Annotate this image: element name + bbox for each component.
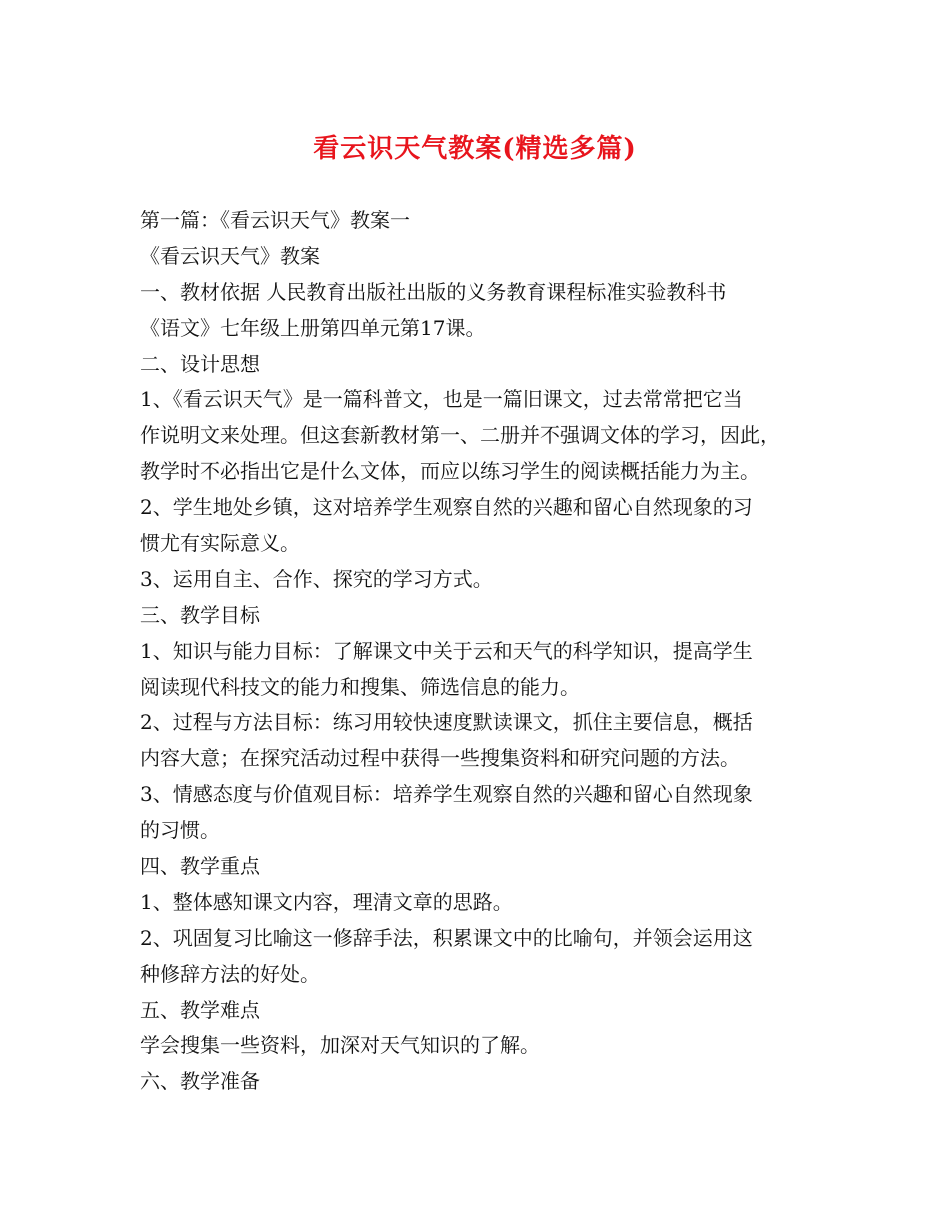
section-heading: 六、教学准备 [140, 1069, 260, 1094]
document-title: 看云识天气教案(精选多篇) [313, 134, 637, 164]
text-line: 3、情感态度与价值观目标：培养学生观察自然的兴趣和留心自然现象 [140, 782, 753, 807]
text-line: 的习惯。 [140, 818, 220, 843]
text-line: 种修辞方法的好处。 [140, 961, 320, 986]
text-line: 惯尤有实际意义。 [140, 531, 300, 556]
text-line: 《语文》七年级上册第四单元第17课。 [140, 315, 486, 340]
section-heading: 三、教学目标 [140, 602, 260, 627]
text-line: 3、运用自主、合作、探究的学习方式。 [140, 566, 493, 591]
text-line: 1、《看云识天气》是一篇科普文，也是一篇旧课文，过去常常把它当 [140, 387, 743, 412]
text-line: 2、学生地处乡镇，这对培养学生观察自然的兴趣和留心自然现象的习 [140, 495, 753, 520]
text-line: 1、知识与能力目标：了解课文中关于云和天气的科学知识，提高学生 [140, 638, 753, 663]
text-line: 《看云识天气》教案 [140, 243, 320, 268]
text-line: 1、整体感知课文内容，理清文章的思路。 [140, 889, 513, 914]
text-line: 第一篇：《看云识天气》教案一 [140, 208, 410, 232]
section-heading: 五、教学难点 [140, 997, 260, 1022]
text-line: 教学时不必指出它是什么文体，而应以练习学生的阅读概括能力为主。 [140, 459, 760, 484]
text-line: 2、巩固复习比喻这一修辞手法，积累课文中的比喻句，并领会运用这 [140, 925, 753, 950]
document-body [140, 203, 820, 1100]
text-line: 一、教材依据 人民教育出版社出版的义务教育课程标准实验教科书 [140, 279, 727, 304]
section-heading: 二、设计思想 [140, 351, 260, 376]
text-line: 学会搜集一些资料，加深对天气知识的了解。 [140, 1033, 540, 1058]
text-line: 作说明文来处理。但这套新教材第一、二册并不强调文体的学习，因此， [140, 423, 780, 448]
text-line: 2、过程与方法目标：练习用较快速度默读课文，抓住主要信息，概括 [140, 710, 753, 735]
section-heading: 四、教学重点 [140, 854, 260, 879]
text-line: 阅读现代科技文的能力和搜集、筛选信息的能力。 [140, 674, 580, 699]
text-line: 内容大意；在探究活动过程中获得一些搜集资料和研究问题的方法。 [140, 746, 740, 771]
